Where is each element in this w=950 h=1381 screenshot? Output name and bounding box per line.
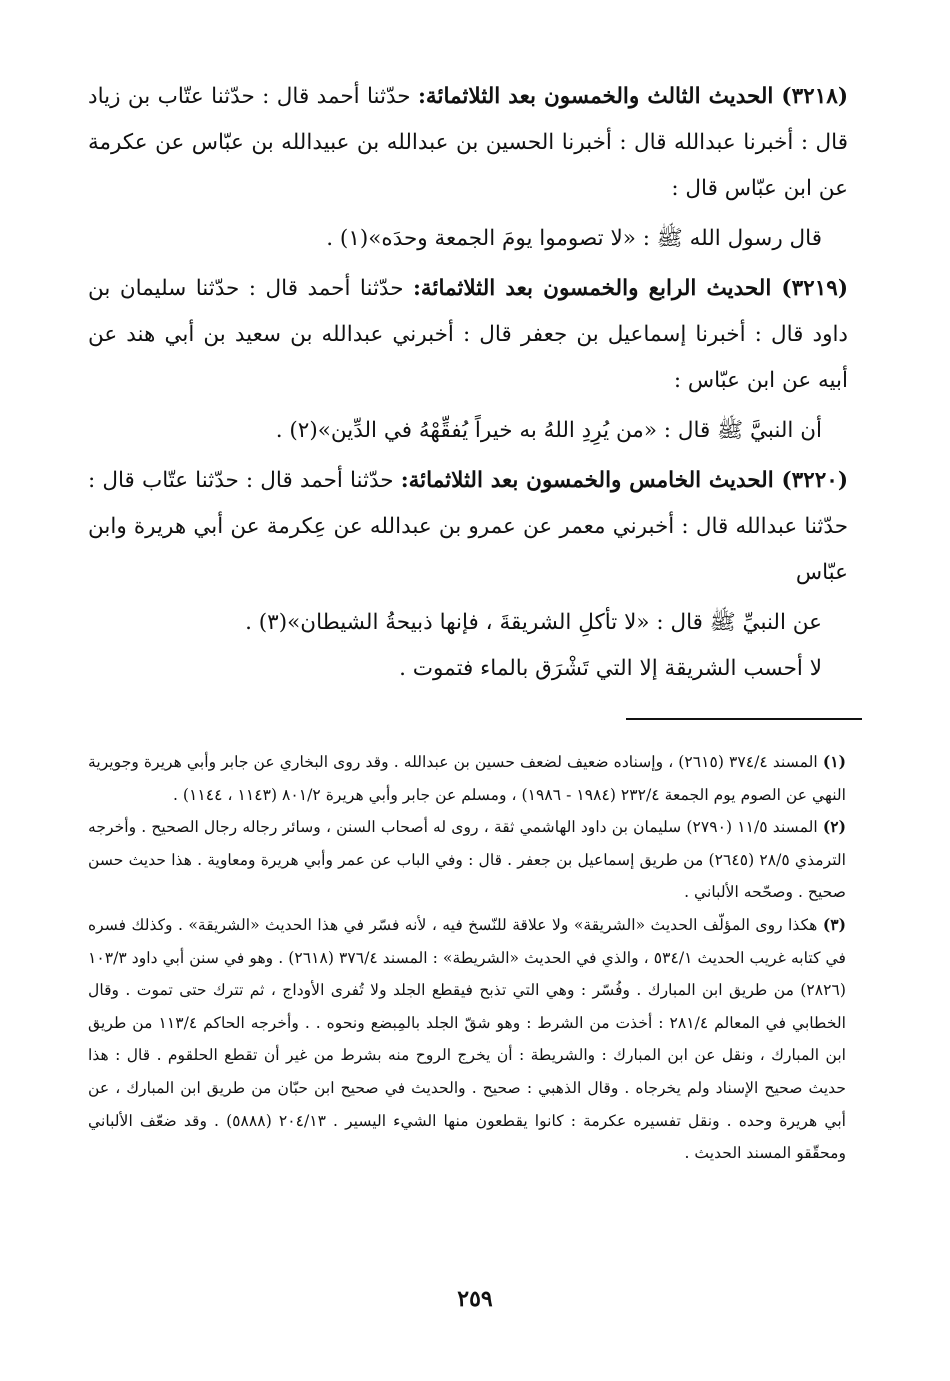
page-number: ٢٥٩ (457, 1286, 493, 1312)
hadith-3219-isnad (88, 266, 848, 404)
hadith-chain: حدّثنا أحمد قال : حدّثنا عتّاب قال : حدّثنا عبدالله قال : أخبرني معمر عن عمرو بن عبدالله عن عِكرمة عن أبي هريرة وابن عبّاس (88, 468, 848, 585)
hadith-heading: (٣٢١٩) الحديث الرابع والخمسون بعد الثلاثمائة: (413, 276, 848, 301)
hadith-3220-isnad (88, 458, 848, 596)
footnote-separator (626, 718, 862, 720)
hadith-3219-matn: أن النبيَّ ﷺ قال : «من يُرِدِ اللهُ به خيراً يُفقِّهْهُ في الدِّين»(٢) . (275, 418, 822, 443)
footnote (88, 811, 846, 909)
footnote (88, 909, 846, 1170)
footnote (88, 746, 846, 811)
footnote-number: (١) (822, 752, 846, 771)
footnote-text: المسند ٣٧٤/٤ (٢٦١٥) ، وإسناده ضعيف لضعف حسين بن عبدالله . وقد روى البخاري عن جابر وأبي هريرة وجويرية النهي عن الصوم يوم الجمعة ٢٣٢/٤ (١٩٨٤ - ١٩٨٦) ، ومسلم عن جابر وأبي هريرة ٨٠١/٢ (١١٤٣ ، ١١٤٤) . (88, 753, 846, 804)
footnote-text: هكذا روى المؤلّف الحديث «الشريقة» ولا علاقة للنّسخ فيه ، لأنه فسّر في هذا الحديث «الشريقة» . وكذلك فسره في كتابه غريب الحديث ٥٣٤/١ ، والذي في الحديث «الشريطة» : المسند ٣٧٦/٤ (٢٦١٨) . وهو في سنن أبي داود ١٠٣/٣ (٢٨٢٦) من طريق ابن المبارك . وفُسّر : وهي التي تذبح فيقطع الجلد ولا تُفرى الأوداج ، ثم تترك حتى تموت . وقال الخطابي في المعالم ٢٨١/٤ : أخذت من الشرط : وهو شقّ الجلد بالمِبضع ونحوه . . وأخرجه الحاكم ١١٣/٤ من طريق ابن المبارك ، ونقل عن ابن المبارك : والشريطة : أن يخرج الروح منه بشرط من غير أن تقطع الحلقوم . قال : هذا حديث صحيح الإسناد ولم يخرجاه . وقال الذهبي : صحيح . والحديث في صحيح ابن حبّان من طريق ابن المبارك ، عن أبي هريرة وحده . ونقل تفسيره عكرمة : كانوا يقطعون منها الشيء اليسير . ٢٠٤/١٣ (٥٨٨٨) . وقد ضعّف الألباني ومحقّقو المسند الحديث . (88, 915, 847, 1163)
footnote-number: (٣) (822, 914, 846, 934)
hadith-3220-comment: لا أحسب الشريقة إلا التي تَشْرَق بالماء فتموت . (399, 656, 822, 681)
hadith-heading: (٣٢١٨) الحديث الثالث والخمسون بعد الثلاثمائة: (418, 84, 848, 109)
footnotes (88, 746, 846, 1170)
hadith-3218-matn: قال رسول الله ﷺ : «لا تصوموا يومَ الجمعة وحدَه»(١) . (326, 226, 822, 251)
hadith-chain: حدّثنا أحمد قال : حدّثنا عتّاب بن زياد قال : أخبرنا عبدالله قال : أخبرنا الحسين بن عبدالله بن عبيدالله بن عبّاس عن عكرمة عن ابن عبّاس قال : (88, 84, 848, 201)
main-text (88, 74, 848, 692)
hadith-heading: (٣٢٢٠) الحديث الخامس والخمسون بعد الثلاثمائة: (400, 468, 849, 493)
hadith-chain: حدّثنا أحمد قال : حدّثنا سليمان بن داود قال : أخبرنا إسماعيل بن جعفر قال : أخبرني عبدالله بن سعيد بن أبي هند عن أبيه عن ابن عبّاس : (88, 276, 848, 393)
footnote-text: المسند ١١/٥ (٢٧٩٠) سليمان بن داود الهاشمي ثقة ، روى له أصحاب السنن ، وسائر رجاله رجال الصحيح . وأخرجه الترمذي ٢٨/٥ (٢٦٤٥) من طريق إسماعيل بن جعفر . قال : وفي الباب عن عمر وأبي هريرة ومعاوية . هذا حديث حسن صحيح . وصحّحه الألباني . (88, 818, 847, 902)
hadith-3218-isnad (88, 74, 848, 212)
footnote-number: (٢) (822, 817, 846, 837)
hadith-3220-matn: عن النبيِّ ﷺ قال : «لا تأكلِ الشريقةَ ، فإنها ذبيحةُ الشيطان»(٣) . (245, 610, 822, 635)
